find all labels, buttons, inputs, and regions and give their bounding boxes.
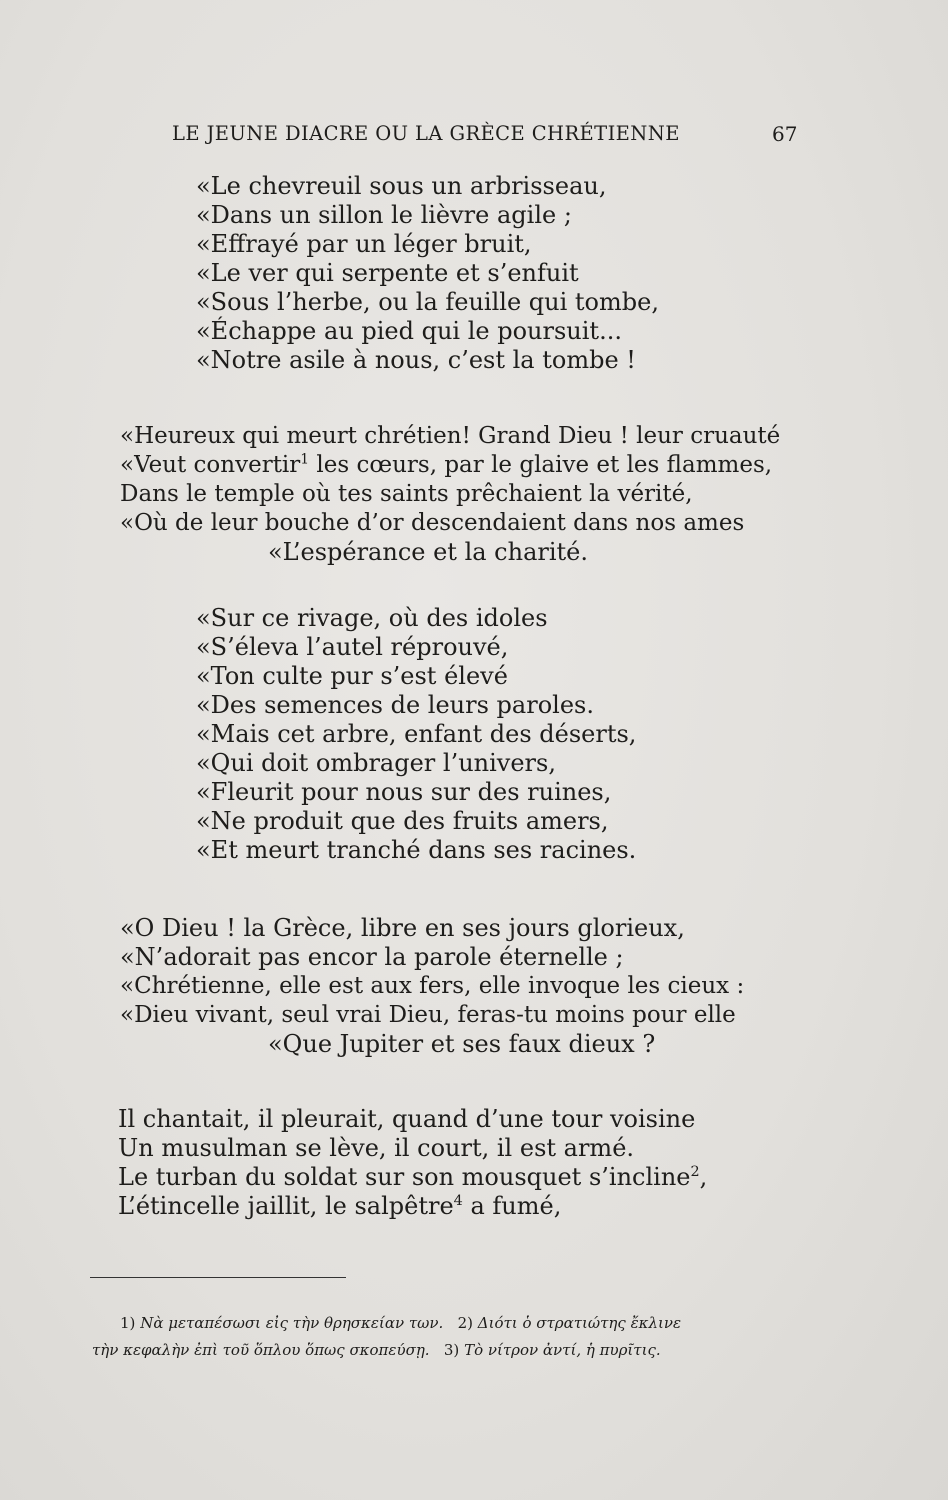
verse-line: Un musulman se lève, il court, il est armé. bbox=[118, 1134, 635, 1162]
verse-line: «Des semences de leurs paroles. bbox=[196, 691, 594, 719]
footnote-number: 3) bbox=[443, 1341, 460, 1359]
verse-line: «L’espérance et la charité. bbox=[268, 538, 589, 566]
verse-line: «Échappe au pied qui le poursuit... bbox=[196, 317, 622, 345]
verse-text: L’étincelle jaillit, le salpêtre bbox=[118, 1192, 454, 1220]
verse-line: «Et meurt tranché dans ses racines. bbox=[196, 836, 637, 864]
verse-line: «Que Jupiter et ses faux dieux ? bbox=[268, 1030, 656, 1058]
verse-line: «Le chevreuil sous un arbrisseau, bbox=[196, 172, 607, 200]
verse-line: «Dans un sillon le lièvre agile ; bbox=[196, 201, 572, 229]
page-header bbox=[0, 122, 948, 152]
footnote-text: Τὸ νίτρον ἀντί, ἡ πυρῖτις. bbox=[464, 1341, 661, 1359]
footnote-ref: 1 bbox=[300, 451, 310, 468]
page-number: 67 bbox=[772, 122, 798, 146]
verse-text: Le turban du soldat sur son mousquet s’incline bbox=[118, 1163, 691, 1191]
verse-line: «Sur ce rivage, où des idoles bbox=[196, 604, 548, 632]
verse-line bbox=[118, 1163, 707, 1192]
verse-line bbox=[118, 1192, 561, 1221]
verse-text: les cœurs, par le glaive et les flammes, bbox=[316, 452, 773, 478]
verse-line: «Ton culte pur s’est élevé bbox=[196, 662, 508, 690]
verse-line: «Heureux qui meurt chrétien! Grand Dieu ! leur cruauté bbox=[120, 423, 781, 449]
footnote-text: τὴν κεφαλὴν ἐπὶ τοῦ ὅπλου ὅπως σκοπεύσῃ. bbox=[92, 1341, 430, 1359]
verse-text: a fumé, bbox=[470, 1192, 562, 1220]
footnote-number: 2) bbox=[457, 1314, 473, 1332]
verse-line: «Effrayé par un léger bruit, bbox=[196, 230, 532, 258]
running-title: LE JEUNE DIACRE OU LA GRÈCE CHRÉTIENNE bbox=[172, 122, 680, 145]
footnote-line bbox=[120, 1313, 681, 1333]
verse-text: «Veut convertir bbox=[120, 452, 301, 478]
footnote-ref: 4 bbox=[453, 1193, 463, 1209]
verse-line: «Fleurit pour nous sur des ruines, bbox=[196, 778, 612, 806]
verse-line: «Ne produit que des fruits amers, bbox=[196, 807, 609, 835]
verse-line: «Qui doit ombrager l’univers, bbox=[196, 749, 556, 777]
verse-line: «Sous l’herbe, ou la feuille qui tombe, bbox=[196, 288, 659, 316]
footnote-rule bbox=[90, 1277, 346, 1278]
footnote-number: 1) bbox=[120, 1314, 136, 1332]
verse-line: «Où de leur bouche d’or descendaient dans nos ames bbox=[120, 510, 745, 536]
verse-line: «N’adorait pas encor la parole éternelle ; bbox=[120, 943, 624, 971]
verse-line: «Le ver qui serpente et s’enfuit bbox=[196, 259, 579, 287]
verse-line: «Notre asile à nous, c’est la tombe ! bbox=[196, 346, 636, 374]
footnote-text: Νὰ μεταπέσωσι εἰς τὴν θρησκείαν των. bbox=[140, 1314, 444, 1332]
verse-text: , bbox=[699, 1163, 708, 1191]
verse-line: Il chantait, il pleurait, quand d’une tour voisine bbox=[118, 1105, 696, 1133]
footnote-ref: 2 bbox=[690, 1164, 700, 1180]
verse-line: «Mais cet arbre, enfant des déserts, bbox=[196, 720, 637, 748]
verse-line: «S’éleva l’autel réprouvé, bbox=[196, 633, 509, 661]
verse-line: «Chrétienne, elle est aux fers, elle invoque les cieux : bbox=[120, 973, 745, 999]
verse-line: «Dieu vivant, seul vrai Dieu, feras-tu moins pour elle bbox=[120, 1002, 736, 1028]
verse-line bbox=[120, 451, 772, 480]
footnote-text: Διότι ὁ στρατιώτης ἔκλινε bbox=[477, 1314, 682, 1332]
verse-line: Dans le temple où tes saints prêchaient la vérité, bbox=[120, 481, 693, 507]
footnote-line bbox=[92, 1340, 661, 1360]
verse-line: «O Dieu ! la Grèce, libre en ses jours glorieux, bbox=[120, 914, 685, 942]
